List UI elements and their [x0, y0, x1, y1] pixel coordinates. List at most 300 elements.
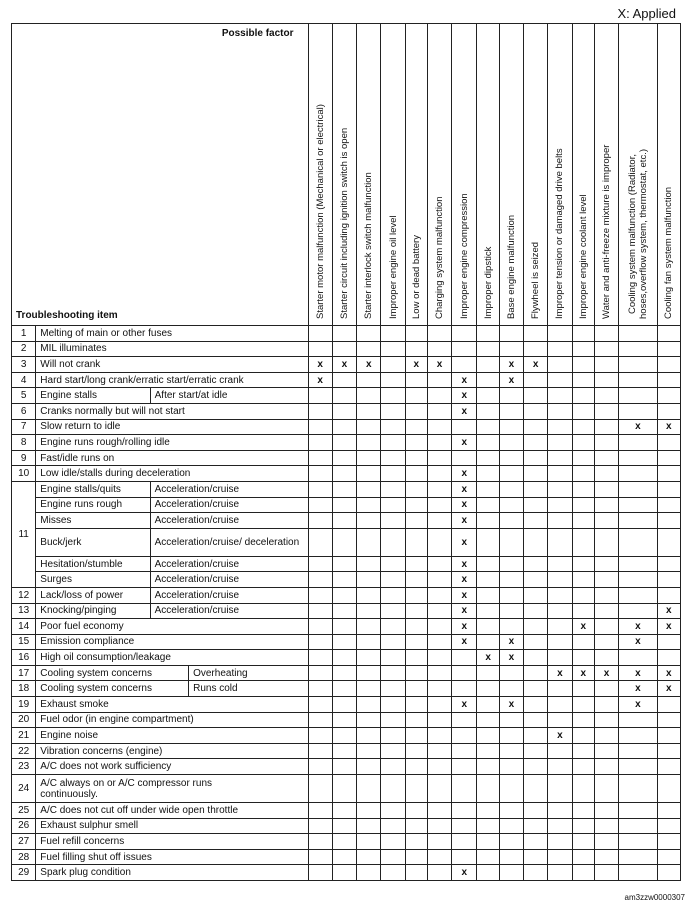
- empty-cell: [381, 497, 405, 513]
- factor-label: [601, 145, 612, 319]
- condition: Acceleration/cruise: [150, 603, 308, 619]
- empty-cell: [524, 481, 548, 497]
- factor-label: [627, 149, 649, 319]
- row-number: 11: [12, 481, 36, 587]
- empty-cell: [524, 572, 548, 588]
- applied-mark: x: [452, 634, 477, 650]
- table-row: [12, 388, 681, 404]
- applied-mark: x: [548, 665, 572, 681]
- empty-cell: [405, 481, 427, 497]
- empty-cell: [357, 388, 381, 404]
- applied-mark: x: [572, 619, 594, 635]
- empty-cell: [357, 650, 381, 666]
- empty-cell: [477, 388, 499, 404]
- empty-cell: [499, 865, 523, 881]
- troubleshooting-item: A/C always on or A/C compressor runs continuously.: [36, 775, 308, 803]
- empty-cell: [332, 587, 356, 603]
- empty-cell: [477, 513, 499, 529]
- empty-cell: [619, 572, 657, 588]
- table-row: [12, 803, 681, 819]
- applied-mark: x: [357, 357, 381, 373]
- table-row: [12, 587, 681, 603]
- empty-cell: [332, 775, 356, 803]
- empty-cell: [452, 803, 477, 819]
- condition: Acceleration/cruise/ deceleration: [150, 528, 308, 556]
- empty-cell: [332, 450, 356, 466]
- empty-cell: [594, 743, 618, 759]
- empty-cell: [381, 775, 405, 803]
- empty-cell: [572, 587, 594, 603]
- row-number: 3: [12, 357, 36, 373]
- empty-cell: [427, 803, 451, 819]
- empty-cell: [548, 357, 572, 373]
- empty-cell: [381, 341, 405, 357]
- empty-cell: [619, 403, 657, 419]
- empty-cell: [619, 450, 657, 466]
- empty-cell: [308, 497, 332, 513]
- empty-cell: [524, 619, 548, 635]
- row-number: 5: [12, 388, 36, 404]
- empty-cell: [332, 466, 356, 482]
- row-number: 28: [12, 849, 36, 865]
- empty-cell: [499, 513, 523, 529]
- empty-cell: [477, 341, 499, 357]
- empty-cell: [381, 403, 405, 419]
- empty-cell: [499, 481, 523, 497]
- empty-cell: [332, 834, 356, 850]
- empty-cell: [308, 712, 332, 728]
- empty-cell: [477, 865, 499, 881]
- empty-cell: [572, 834, 594, 850]
- empty-cell: [405, 619, 427, 635]
- empty-cell: [381, 556, 405, 572]
- factor-label-line: Improper dipstick: [482, 246, 494, 319]
- empty-cell: [427, 865, 451, 881]
- empty-cell: [332, 743, 356, 759]
- applied-mark: x: [619, 665, 657, 681]
- troubleshooting-item: Fast/idle runs on: [36, 450, 308, 466]
- empty-cell: [548, 681, 572, 697]
- empty-cell: [477, 326, 499, 342]
- empty-cell: [381, 587, 405, 603]
- empty-cell: [452, 450, 477, 466]
- empty-cell: [619, 326, 657, 342]
- table-row: [12, 759, 681, 775]
- empty-cell: [572, 372, 594, 388]
- applied-mark: x: [572, 665, 594, 681]
- factor-label-line: Improper engine oil level: [387, 215, 399, 319]
- empty-cell: [357, 587, 381, 603]
- applied-mark: x: [452, 865, 477, 881]
- factor-header: [657, 24, 680, 326]
- factor-header: [427, 24, 451, 326]
- empty-cell: [357, 572, 381, 588]
- empty-cell: [332, 803, 356, 819]
- empty-cell: [427, 834, 451, 850]
- empty-cell: [357, 712, 381, 728]
- applied-mark: x: [657, 665, 680, 681]
- empty-cell: [477, 419, 499, 435]
- empty-cell: [594, 681, 618, 697]
- empty-cell: [477, 603, 499, 619]
- troubleshooting-item: Engine runs rough: [36, 497, 150, 513]
- empty-cell: [308, 513, 332, 529]
- empty-cell: [452, 341, 477, 357]
- empty-cell: [427, 403, 451, 419]
- empty-cell: [427, 572, 451, 588]
- empty-cell: [572, 775, 594, 803]
- condition: Acceleration/cruise: [150, 513, 308, 529]
- factor-label: [434, 197, 445, 320]
- empty-cell: [594, 728, 618, 744]
- empty-cell: [477, 759, 499, 775]
- empty-cell: [524, 634, 548, 650]
- empty-cell: [381, 572, 405, 588]
- empty-cell: [427, 497, 451, 513]
- empty-cell: [477, 497, 499, 513]
- factor-header: [572, 24, 594, 326]
- row-number: 22: [12, 743, 36, 759]
- row-number: 7: [12, 419, 36, 435]
- empty-cell: [477, 481, 499, 497]
- empty-cell: [524, 803, 548, 819]
- applied-mark: x: [452, 697, 477, 713]
- empty-cell: [524, 466, 548, 482]
- empty-cell: [499, 528, 523, 556]
- factor-label-line: Cooling system malfunction (Radiator,: [626, 154, 638, 314]
- empty-cell: [548, 466, 572, 482]
- empty-cell: [427, 681, 451, 697]
- factor-label-line: Water and anti-freeze mixture is improper: [601, 144, 612, 319]
- empty-cell: [381, 481, 405, 497]
- empty-cell: [477, 435, 499, 451]
- empty-cell: [427, 759, 451, 775]
- empty-cell: [332, 481, 356, 497]
- applied-mark: x: [499, 634, 523, 650]
- empty-cell: [427, 775, 451, 803]
- troubleshooting-item: Engine stalls: [36, 388, 150, 404]
- empty-cell: [308, 435, 332, 451]
- empty-cell: [499, 341, 523, 357]
- empty-cell: [405, 435, 427, 451]
- empty-cell: [657, 834, 680, 850]
- empty-cell: [619, 803, 657, 819]
- troubleshooting-table: [11, 23, 681, 881]
- empty-cell: [332, 849, 356, 865]
- empty-cell: [308, 865, 332, 881]
- empty-cell: [524, 603, 548, 619]
- empty-cell: [594, 341, 618, 357]
- empty-cell: [657, 712, 680, 728]
- applied-mark: x: [405, 357, 427, 373]
- empty-cell: [619, 712, 657, 728]
- empty-cell: [619, 743, 657, 759]
- empty-cell: [357, 450, 381, 466]
- empty-cell: [381, 665, 405, 681]
- empty-cell: [524, 388, 548, 404]
- empty-cell: [332, 528, 356, 556]
- empty-cell: [499, 403, 523, 419]
- empty-cell: [548, 419, 572, 435]
- table-row: [12, 572, 681, 588]
- factor-header: [308, 24, 332, 326]
- troubleshooting-item: Hesitation/stumble: [36, 556, 150, 572]
- troubleshooting-item: Will not crank: [36, 357, 308, 373]
- empty-cell: [452, 681, 477, 697]
- empty-cell: [427, 697, 451, 713]
- troubleshooting-item: Buck/jerk: [36, 528, 150, 556]
- applied-mark: x: [619, 634, 657, 650]
- factor-header: [619, 24, 657, 326]
- factor-header: [332, 24, 356, 326]
- applied-mark: x: [619, 697, 657, 713]
- empty-cell: [548, 865, 572, 881]
- applied-mark: x: [477, 650, 499, 666]
- empty-cell: [594, 528, 618, 556]
- empty-cell: [499, 326, 523, 342]
- table-row: [12, 528, 681, 556]
- empty-cell: [499, 435, 523, 451]
- empty-cell: [405, 513, 427, 529]
- factor-header: [499, 24, 523, 326]
- empty-cell: [548, 513, 572, 529]
- empty-cell: [427, 326, 451, 342]
- empty-cell: [427, 665, 451, 681]
- empty-cell: [548, 849, 572, 865]
- empty-cell: [548, 481, 572, 497]
- empty-cell: [548, 497, 572, 513]
- empty-cell: [548, 759, 572, 775]
- table-row: [12, 357, 681, 373]
- troubleshooting-item: Exhaust sulphur smell: [36, 818, 308, 834]
- empty-cell: [308, 849, 332, 865]
- empty-cell: [427, 818, 451, 834]
- empty-cell: [308, 834, 332, 850]
- troubleshooting-item: Engine stalls/quits: [36, 481, 150, 497]
- applied-mark: x: [452, 528, 477, 556]
- empty-cell: [657, 341, 680, 357]
- row-number: 23: [12, 759, 36, 775]
- empty-cell: [594, 865, 618, 881]
- table-row: [12, 603, 681, 619]
- empty-cell: [524, 450, 548, 466]
- empty-cell: [405, 497, 427, 513]
- troubleshooting-item: Knocking/pinging: [36, 603, 150, 619]
- condition: Acceleration/cruise: [150, 556, 308, 572]
- empty-cell: [594, 697, 618, 713]
- empty-cell: [452, 326, 477, 342]
- empty-cell: [405, 865, 427, 881]
- empty-cell: [572, 528, 594, 556]
- empty-cell: [308, 775, 332, 803]
- troubleshooting-item: Cranks normally but will not start: [36, 403, 308, 419]
- empty-cell: [405, 834, 427, 850]
- empty-cell: [477, 572, 499, 588]
- table-row: [12, 481, 681, 497]
- empty-cell: [332, 759, 356, 775]
- troubleshooting-item: A/C does not cut off under wide open throttle: [36, 803, 308, 819]
- empty-cell: [499, 803, 523, 819]
- empty-cell: [594, 388, 618, 404]
- table-row: [12, 665, 681, 681]
- empty-cell: [381, 603, 405, 619]
- empty-cell: [524, 372, 548, 388]
- empty-cell: [477, 634, 499, 650]
- applied-mark: x: [452, 513, 477, 529]
- empty-cell: [657, 728, 680, 744]
- row-number: 24: [12, 775, 36, 803]
- empty-cell: [357, 803, 381, 819]
- empty-cell: [619, 849, 657, 865]
- empty-cell: [477, 372, 499, 388]
- empty-cell: [427, 587, 451, 603]
- empty-cell: [572, 849, 594, 865]
- empty-cell: [427, 419, 451, 435]
- empty-cell: [657, 528, 680, 556]
- factor-header: [594, 24, 618, 326]
- empty-cell: [308, 803, 332, 819]
- empty-cell: [619, 834, 657, 850]
- table-row: [12, 849, 681, 865]
- row-number: 12: [12, 587, 36, 603]
- image-code: am3zzw0000307: [624, 893, 685, 902]
- empty-cell: [657, 450, 680, 466]
- troubleshooting-item: Spark plug condition: [36, 865, 308, 881]
- empty-cell: [452, 775, 477, 803]
- empty-cell: [477, 743, 499, 759]
- troubleshooting-item: Hard start/long crank/erratic start/erratic crank: [36, 372, 308, 388]
- row-number: 2: [12, 341, 36, 357]
- empty-cell: [524, 849, 548, 865]
- empty-cell: [477, 681, 499, 697]
- empty-cell: [452, 759, 477, 775]
- empty-cell: [499, 743, 523, 759]
- empty-cell: [381, 326, 405, 342]
- empty-cell: [452, 357, 477, 373]
- table-row: [12, 513, 681, 529]
- row-number: 15: [12, 634, 36, 650]
- empty-cell: [499, 759, 523, 775]
- empty-cell: [572, 572, 594, 588]
- applied-mark: x: [427, 357, 451, 373]
- empty-cell: [405, 743, 427, 759]
- empty-cell: [381, 372, 405, 388]
- empty-cell: [572, 419, 594, 435]
- empty-cell: [357, 435, 381, 451]
- factor-label: [459, 193, 470, 319]
- empty-cell: [548, 326, 572, 342]
- empty-cell: [381, 834, 405, 850]
- table-row: [12, 326, 681, 342]
- empty-cell: [332, 603, 356, 619]
- empty-cell: [477, 728, 499, 744]
- empty-cell: [657, 697, 680, 713]
- factor-header: [381, 24, 405, 326]
- empty-cell: [381, 712, 405, 728]
- factor-label: [663, 187, 674, 319]
- row-number: 13: [12, 603, 36, 619]
- empty-cell: [405, 528, 427, 556]
- troubleshooting-item: Surges: [36, 572, 150, 588]
- empty-cell: [427, 466, 451, 482]
- empty-cell: [524, 743, 548, 759]
- empty-cell: [657, 849, 680, 865]
- applied-mark: x: [657, 603, 680, 619]
- troubleshooting-item-label: Troubleshooting item: [16, 310, 118, 321]
- empty-cell: [572, 865, 594, 881]
- condition: Acceleration/cruise: [150, 481, 308, 497]
- empty-cell: [594, 712, 618, 728]
- empty-cell: [405, 556, 427, 572]
- empty-cell: [657, 481, 680, 497]
- empty-cell: [381, 759, 405, 775]
- troubleshooting-item: Engine runs rough/rolling idle: [36, 435, 308, 451]
- empty-cell: [657, 513, 680, 529]
- empty-cell: [524, 326, 548, 342]
- troubleshooting-item: A/C does not work sufficiency: [36, 759, 308, 775]
- empty-cell: [405, 818, 427, 834]
- empty-cell: [332, 388, 356, 404]
- applied-mark: x: [308, 372, 332, 388]
- empty-cell: [332, 818, 356, 834]
- empty-cell: [524, 419, 548, 435]
- applied-mark: x: [452, 372, 477, 388]
- empty-cell: [332, 665, 356, 681]
- empty-cell: [619, 818, 657, 834]
- applied-mark: x: [452, 388, 477, 404]
- applied-mark: x: [524, 357, 548, 373]
- applied-mark: x: [452, 435, 477, 451]
- table-row: [12, 466, 681, 482]
- empty-cell: [657, 388, 680, 404]
- empty-cell: [332, 326, 356, 342]
- empty-cell: [405, 650, 427, 666]
- empty-cell: [477, 587, 499, 603]
- empty-cell: [572, 403, 594, 419]
- empty-cell: [619, 728, 657, 744]
- empty-cell: [452, 650, 477, 666]
- applied-mark: x: [452, 556, 477, 572]
- empty-cell: [452, 743, 477, 759]
- table-row: [12, 450, 681, 466]
- empty-cell: [427, 743, 451, 759]
- empty-cell: [405, 372, 427, 388]
- condition: After start/at idle: [150, 388, 308, 404]
- empty-cell: [594, 419, 618, 435]
- empty-cell: [548, 634, 572, 650]
- empty-cell: [572, 326, 594, 342]
- empty-cell: [381, 697, 405, 713]
- empty-cell: [499, 818, 523, 834]
- empty-cell: [548, 743, 572, 759]
- empty-cell: [308, 603, 332, 619]
- empty-cell: [548, 435, 572, 451]
- empty-cell: [594, 513, 618, 529]
- applied-mark: x: [657, 619, 680, 635]
- row-number: 20: [12, 712, 36, 728]
- empty-cell: [619, 388, 657, 404]
- empty-cell: [619, 556, 657, 572]
- applied-mark: x: [619, 619, 657, 635]
- empty-cell: [572, 388, 594, 404]
- empty-cell: [499, 681, 523, 697]
- empty-cell: [332, 619, 356, 635]
- factor-label: [388, 215, 399, 319]
- empty-cell: [499, 712, 523, 728]
- empty-cell: [332, 572, 356, 588]
- empty-cell: [477, 357, 499, 373]
- empty-cell: [657, 466, 680, 482]
